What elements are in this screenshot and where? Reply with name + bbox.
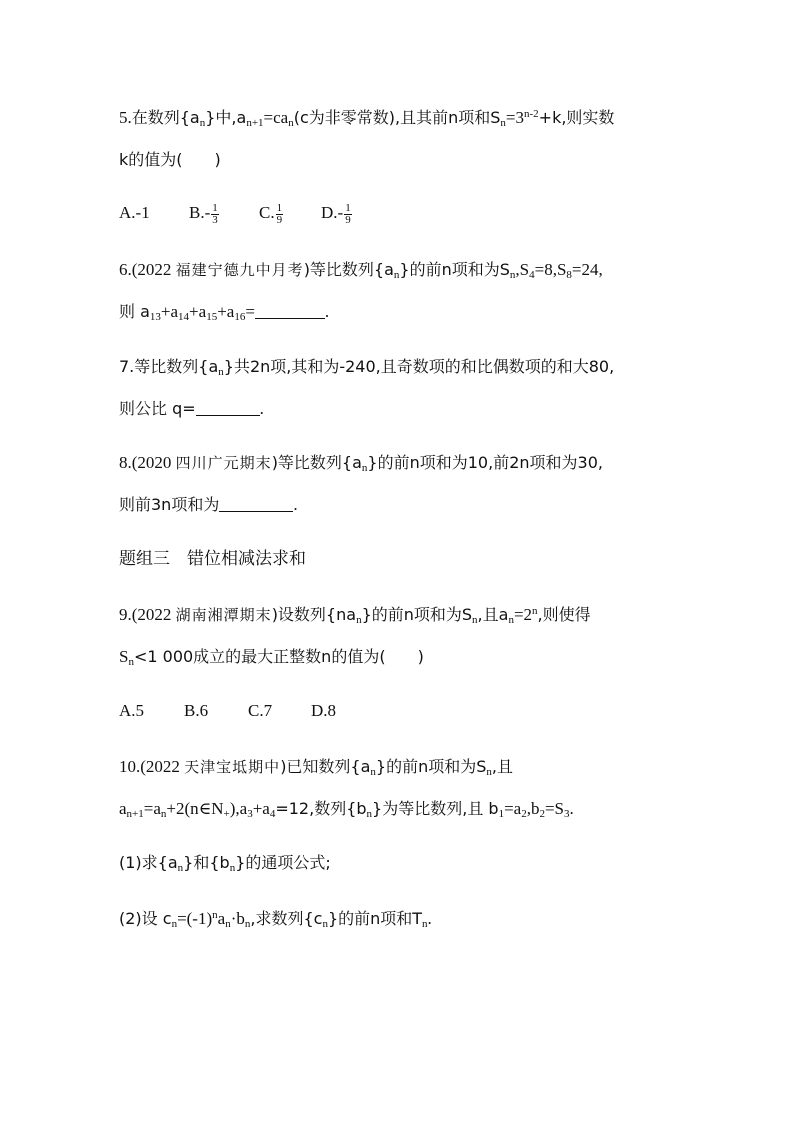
q5-number: 5. xyxy=(119,108,132,127)
q6-text: +a xyxy=(217,302,235,321)
q6-text: =24, xyxy=(571,260,603,279)
q10-part-2: (2)设 $c_n=(-1)^na_n\cdot b_n$,求数列$\{c_n\}$的前n项和$T_n$. xyxy=(119,909,432,930)
q8-text: 则前3n项和为 xyxy=(119,495,220,514)
q10-number: 10.(2022 xyxy=(119,757,185,776)
q6-text: . xyxy=(324,302,330,321)
q7-text: 7.等比数列{a xyxy=(119,357,219,376)
q6-source: 福建宁德九中月考 xyxy=(175,261,304,279)
q5-text: =3 xyxy=(505,108,524,127)
q6-text: = xyxy=(245,302,255,321)
q6-number: 6.(2022 xyxy=(119,260,176,279)
q7-sub: n xyxy=(218,366,224,378)
q9-source: 湖南湘潭期末 xyxy=(175,606,272,624)
q5-text: 在数列{a xyxy=(131,108,200,127)
q7-answer-blank[interactable] xyxy=(196,401,260,416)
q6-line-2 xyxy=(119,300,329,324)
q5-sup: n-2 xyxy=(524,108,539,120)
q9-option-d: D.8 xyxy=(311,701,337,720)
q6-sub: 8 xyxy=(566,269,572,281)
q5-sub: n xyxy=(500,117,506,129)
q5-sub: n+1 xyxy=(246,117,264,129)
q8-sub: n xyxy=(361,462,368,474)
q9-sup: n xyxy=(532,605,538,617)
q6-line-1 xyxy=(119,258,603,282)
q7-text: 则公比 q= xyxy=(119,399,196,418)
q9-sub: n xyxy=(472,614,478,626)
q5-text: }中,a xyxy=(205,108,247,127)
q10-sub: n xyxy=(370,766,376,778)
q10-text: ,且 xyxy=(491,757,513,776)
q8-line-2 xyxy=(119,493,298,517)
q6-sub: 14 xyxy=(178,311,190,323)
q9-sub: n xyxy=(356,614,362,626)
q10-sub: n xyxy=(486,766,492,778)
q6-text: }的前n项和为S xyxy=(399,260,510,279)
q5-option-b: B.- $\frac{1}{3}$ xyxy=(189,201,218,226)
q6-sub: n xyxy=(393,269,400,281)
q6-answer-blank[interactable] xyxy=(255,304,325,319)
q5-text: =ca xyxy=(263,108,289,127)
q6-text: +a xyxy=(189,302,207,321)
q10-text: }的前n项和为S xyxy=(375,757,487,776)
q10-text: )已知数列{a xyxy=(280,757,371,776)
q5-sub: n xyxy=(288,117,294,129)
q10-part-1: (1)求$\{a_n\}$和$\{b_n\}$的通项公式; xyxy=(119,853,331,874)
q7-text: . xyxy=(259,399,264,418)
q9-text: ,则使得 xyxy=(537,605,591,624)
q9-text: S xyxy=(119,647,129,666)
q6-text: 则 a xyxy=(119,302,150,321)
q9-text: =2 xyxy=(513,605,533,624)
q10-source: 天津宝坻期中 xyxy=(184,758,281,776)
q6-sub: 13 xyxy=(149,311,161,323)
q6-text: ,S xyxy=(515,260,530,279)
q9-sub: n xyxy=(128,656,134,668)
q5-line-2: k的值为( ) xyxy=(119,150,221,169)
q5-option-d: D.- $\frac{1}{9}$ xyxy=(321,201,351,226)
q8-source: 四川广元期末 xyxy=(175,454,272,472)
q6-text: )等比数列{a xyxy=(303,260,394,279)
q10-line-2: $a_{n+1}=a_n+2(n\in N_+),a_3+a_4=12$,数列$\{b_n\}$为等比数列,且 $b_1=a_2,b_2=S_3$. xyxy=(119,799,574,820)
q5-option-a: A.-1 xyxy=(119,203,150,222)
q9-line-1 xyxy=(119,603,591,627)
q9-text: ,且a xyxy=(477,605,509,624)
q8-answer-blank[interactable] xyxy=(219,497,293,512)
q9-line-2 xyxy=(119,645,424,669)
q9-option-b: B.6 xyxy=(184,701,209,720)
q9-text: )设数列{na xyxy=(271,605,357,624)
q5-text: +k,则实数 xyxy=(538,108,615,127)
section-heading: 题组三 错位相减法求和 xyxy=(119,549,306,569)
q6-sub: n xyxy=(509,269,516,281)
q5-options xyxy=(119,201,353,226)
q7-line-2 xyxy=(119,397,264,421)
q6-text: +a xyxy=(160,302,179,321)
q8-number: 8.(2020 xyxy=(119,453,176,472)
q8-line-1 xyxy=(119,451,603,475)
q6-sub: 15 xyxy=(206,311,218,323)
q8-text: . xyxy=(293,495,298,514)
q8-text: )等比数列{a xyxy=(271,453,362,472)
q6-text: =8,S xyxy=(534,260,567,279)
q6-sub: 16 xyxy=(234,311,246,323)
q5-option-c: C. $\frac{1}{9}$ xyxy=(259,201,283,226)
q6-sub: 4 xyxy=(529,269,535,281)
q9-options xyxy=(119,699,336,723)
q9-text: <1 000成立的最大正整数n的值为( ) xyxy=(133,647,424,666)
q7-text: }共2n项,其和为-240,且奇数项的和比偶数项的和大80, xyxy=(223,357,615,376)
q5-text: (c为非零常数),且其前n项和S xyxy=(293,108,501,127)
q10-line-1 xyxy=(119,755,513,779)
q5-sub: n xyxy=(199,117,206,129)
q8-text: }的前n项和为10,前2n项和为30, xyxy=(367,453,603,472)
q7-line-1 xyxy=(119,355,614,379)
q5-line-1 xyxy=(119,106,614,130)
q9-option-c: C.7 xyxy=(248,701,273,720)
q9-number: 9.(2022 xyxy=(119,605,176,624)
q9-option-a: A.5 xyxy=(119,701,145,720)
q9-text: }的前n项和为S xyxy=(361,605,473,624)
q9-sub: n xyxy=(508,614,514,626)
